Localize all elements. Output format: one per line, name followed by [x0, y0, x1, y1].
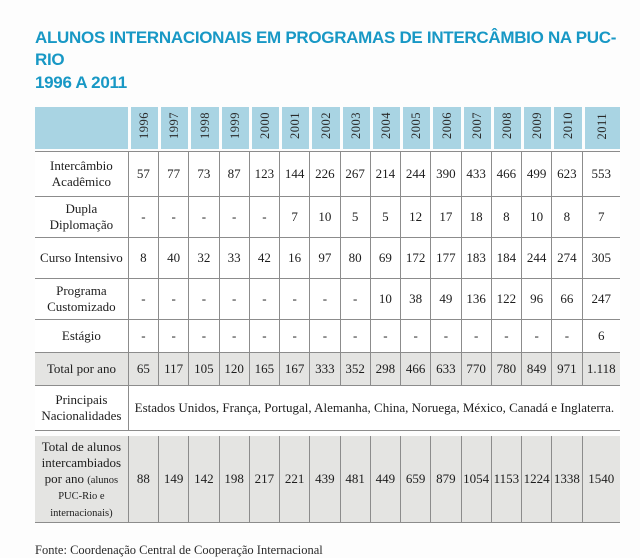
- data-cell: 42: [249, 238, 279, 279]
- data-cell: 33: [219, 238, 249, 279]
- year-label: 2009: [530, 112, 545, 140]
- year-header-cell: [370, 107, 400, 151]
- data-cell: 466: [491, 151, 521, 197]
- row-label: Total por ano: [35, 353, 128, 386]
- data-cell: -: [249, 279, 279, 320]
- data-cell: 69: [370, 238, 400, 279]
- data-cell: 65: [128, 353, 158, 386]
- data-cell: 5: [340, 197, 370, 238]
- data-cell: 172: [400, 238, 430, 279]
- data-cell: 123: [249, 151, 279, 197]
- data-cell: 244: [521, 238, 551, 279]
- data-cell: 623: [551, 151, 581, 197]
- table-row: [35, 238, 620, 279]
- row-label-note: (alunos PUC-Rio e internacionais): [50, 475, 119, 519]
- year-header-cell: [430, 107, 460, 151]
- data-cell: -: [219, 320, 249, 353]
- data-cell: 1338: [551, 436, 581, 523]
- row-label: Curso Intensivo: [35, 238, 128, 279]
- year-label: 2011: [595, 112, 610, 140]
- table-row: [35, 386, 620, 431]
- data-cell: 770: [461, 353, 491, 386]
- data-cell: 117: [158, 353, 188, 386]
- data-cell: 16: [279, 238, 309, 279]
- data-cell: 49: [430, 279, 460, 320]
- data-cell: 184: [491, 238, 521, 279]
- table-row: [35, 197, 620, 238]
- data-cell: 305: [582, 238, 620, 279]
- row-label: Programa Customizado: [35, 279, 128, 320]
- data-cell: 88: [128, 436, 158, 523]
- data-cell: 553: [582, 151, 620, 197]
- year-label: 1998: [197, 112, 212, 140]
- data-cell: 1.118: [582, 353, 620, 386]
- year-header-cell: [158, 107, 188, 151]
- page-title-line1: ALUNOS INTERNACIONAIS EM PROGRAMAS DE INTERCÂMBIO NA PUC-RIO: [35, 28, 617, 70]
- data-cell: 449: [370, 436, 400, 523]
- data-cell: 6: [582, 320, 620, 353]
- year-label: 2007: [469, 112, 484, 140]
- data-cell: 167: [279, 353, 309, 386]
- year-header-cell: [188, 107, 218, 151]
- year-header-cell: [309, 107, 339, 151]
- year-header-cell: [400, 107, 430, 151]
- data-cell: 1540: [582, 436, 620, 523]
- year-header-cell: [279, 107, 309, 151]
- year-header-cell: [340, 107, 370, 151]
- table-row: [35, 353, 620, 386]
- data-cell: 633: [430, 353, 460, 386]
- data-cell: -: [188, 320, 218, 353]
- row-label: Principais Nacionalidades: [35, 386, 128, 431]
- data-cell: 8: [551, 197, 581, 238]
- data-cell: -: [188, 279, 218, 320]
- data-cell: 17: [430, 197, 460, 238]
- row-label: Estágio: [35, 320, 128, 353]
- row-label: Intercâmbio Acadêmico: [35, 151, 128, 197]
- data-cell: 136: [461, 279, 491, 320]
- data-cell: 142: [188, 436, 218, 523]
- data-cell: -: [158, 197, 188, 238]
- year-header-cell: [521, 107, 551, 151]
- data-cell: 879: [430, 436, 460, 523]
- data-cell: -: [461, 320, 491, 353]
- data-cell: -: [491, 320, 521, 353]
- data-cell: 8: [491, 197, 521, 238]
- table-row: [35, 320, 620, 353]
- data-cell: 221: [279, 436, 309, 523]
- table-row: [35, 279, 620, 320]
- table-row: [35, 436, 620, 523]
- year-label: 2006: [439, 112, 454, 140]
- year-label: 2008: [500, 112, 515, 140]
- data-cell: -: [279, 279, 309, 320]
- year-label: 2000: [258, 112, 273, 140]
- data-cell: -: [158, 320, 188, 353]
- data-cell: 849: [521, 353, 551, 386]
- data-cell: -: [249, 197, 279, 238]
- year-label: 2001: [288, 112, 303, 140]
- header-corner-cell: [35, 107, 128, 151]
- data-cell: 466: [400, 353, 430, 386]
- data-cell: 10: [309, 197, 339, 238]
- table-row: [35, 151, 620, 197]
- data-cell: 198: [219, 436, 249, 523]
- data-cell: 244: [400, 151, 430, 197]
- data-cell: -: [521, 320, 551, 353]
- data-cell: 80: [340, 238, 370, 279]
- data-cell: 66: [551, 279, 581, 320]
- year-header-cell: [128, 107, 158, 151]
- page-title-line2: 1996 A 2011: [35, 72, 127, 92]
- data-cell: 5: [370, 197, 400, 238]
- year-label: 2002: [318, 112, 333, 140]
- year-header-cell: [491, 107, 521, 151]
- data-cell: 38: [400, 279, 430, 320]
- data-cell: 971: [551, 353, 581, 386]
- year-label: 2004: [379, 112, 394, 140]
- year-header-cell: [582, 107, 620, 151]
- page-title: [35, 27, 620, 94]
- data-cell: 390: [430, 151, 460, 197]
- data-cell: 73: [188, 151, 218, 197]
- data-cell: 7: [582, 197, 620, 238]
- data-cell: 247: [582, 279, 620, 320]
- data-cell: 122: [491, 279, 521, 320]
- data-cell: -: [219, 197, 249, 238]
- data-cell: -: [370, 320, 400, 353]
- data-cell: 1153: [491, 436, 521, 523]
- data-cell: 7: [279, 197, 309, 238]
- year-label: 2010: [560, 112, 575, 140]
- year-header-cell: [249, 107, 279, 151]
- data-cell: -: [340, 320, 370, 353]
- data-cell: -: [309, 320, 339, 353]
- data-cell: 333: [309, 353, 339, 386]
- data-cell: 144: [279, 151, 309, 197]
- data-cell: -: [430, 320, 460, 353]
- data-cell: 226: [309, 151, 339, 197]
- data-cell: 352: [340, 353, 370, 386]
- data-cell: 18: [461, 197, 491, 238]
- data-cell: 267: [340, 151, 370, 197]
- data-cell: 32: [188, 238, 218, 279]
- data-cell: 183: [461, 238, 491, 279]
- data-cell: 298: [370, 353, 400, 386]
- data-cell: 1224: [521, 436, 551, 523]
- data-cell: 165: [249, 353, 279, 386]
- data-cell: 40: [158, 238, 188, 279]
- data-cell: -: [400, 320, 430, 353]
- row-label: Dupla Diplomação: [35, 197, 128, 238]
- data-cell: -: [128, 197, 158, 238]
- year-header-cell: [551, 107, 581, 151]
- data-cell: 87: [219, 151, 249, 197]
- year-header-cell: [461, 107, 491, 151]
- data-cell: 96: [521, 279, 551, 320]
- source-note: Fonte: Coordenação Central de Cooperação Internacional: [35, 543, 323, 558]
- data-cell: -: [128, 279, 158, 320]
- data-cell: 8: [128, 238, 158, 279]
- year-header-cell: [219, 107, 249, 151]
- data-cell: -: [340, 279, 370, 320]
- data-cell: 10: [370, 279, 400, 320]
- year-label: 1997: [167, 112, 182, 140]
- data-cell: 659: [400, 436, 430, 523]
- data-cell: -: [551, 320, 581, 353]
- year-label: 2005: [409, 112, 424, 140]
- data-cell: 12: [400, 197, 430, 238]
- data-cell: -: [249, 320, 279, 353]
- year-label: 2003: [348, 112, 363, 140]
- data-cell: 217: [249, 436, 279, 523]
- data-cell: 120: [219, 353, 249, 386]
- data-cell: -: [309, 279, 339, 320]
- data-cell: -: [128, 320, 158, 353]
- data-cell: 177: [430, 238, 460, 279]
- data-cell: 1054: [461, 436, 491, 523]
- data-cell: -: [158, 279, 188, 320]
- data-cell: -: [279, 320, 309, 353]
- data-cell: 499: [521, 151, 551, 197]
- data-cell: 780: [491, 353, 521, 386]
- year-header-row: [35, 107, 620, 151]
- data-cell: 433: [461, 151, 491, 197]
- data-cell: 77: [158, 151, 188, 197]
- year-label: 1996: [137, 112, 152, 140]
- data-cell: 105: [188, 353, 218, 386]
- data-cell: -: [188, 197, 218, 238]
- data-cell: 481: [340, 436, 370, 523]
- data-cell: 214: [370, 151, 400, 197]
- nationalities-text: Estados Unidos, França, Portugal, Alemanha, China, Noruega, México, Canadá e Inglaterra.: [128, 386, 620, 431]
- data-cell: -: [219, 279, 249, 320]
- data-cell: 57: [128, 151, 158, 197]
- data-cell: 10: [521, 197, 551, 238]
- data-cell: 439: [309, 436, 339, 523]
- data-cell: 149: [158, 436, 188, 523]
- row-label: Total de alunos intercambiados por ano (alunos PUC-Rio e internacionais): [35, 436, 128, 523]
- exchange-students-table: [35, 107, 620, 523]
- year-label: 1999: [227, 112, 242, 140]
- data-cell: 97: [309, 238, 339, 279]
- data-cell: 274: [551, 238, 581, 279]
